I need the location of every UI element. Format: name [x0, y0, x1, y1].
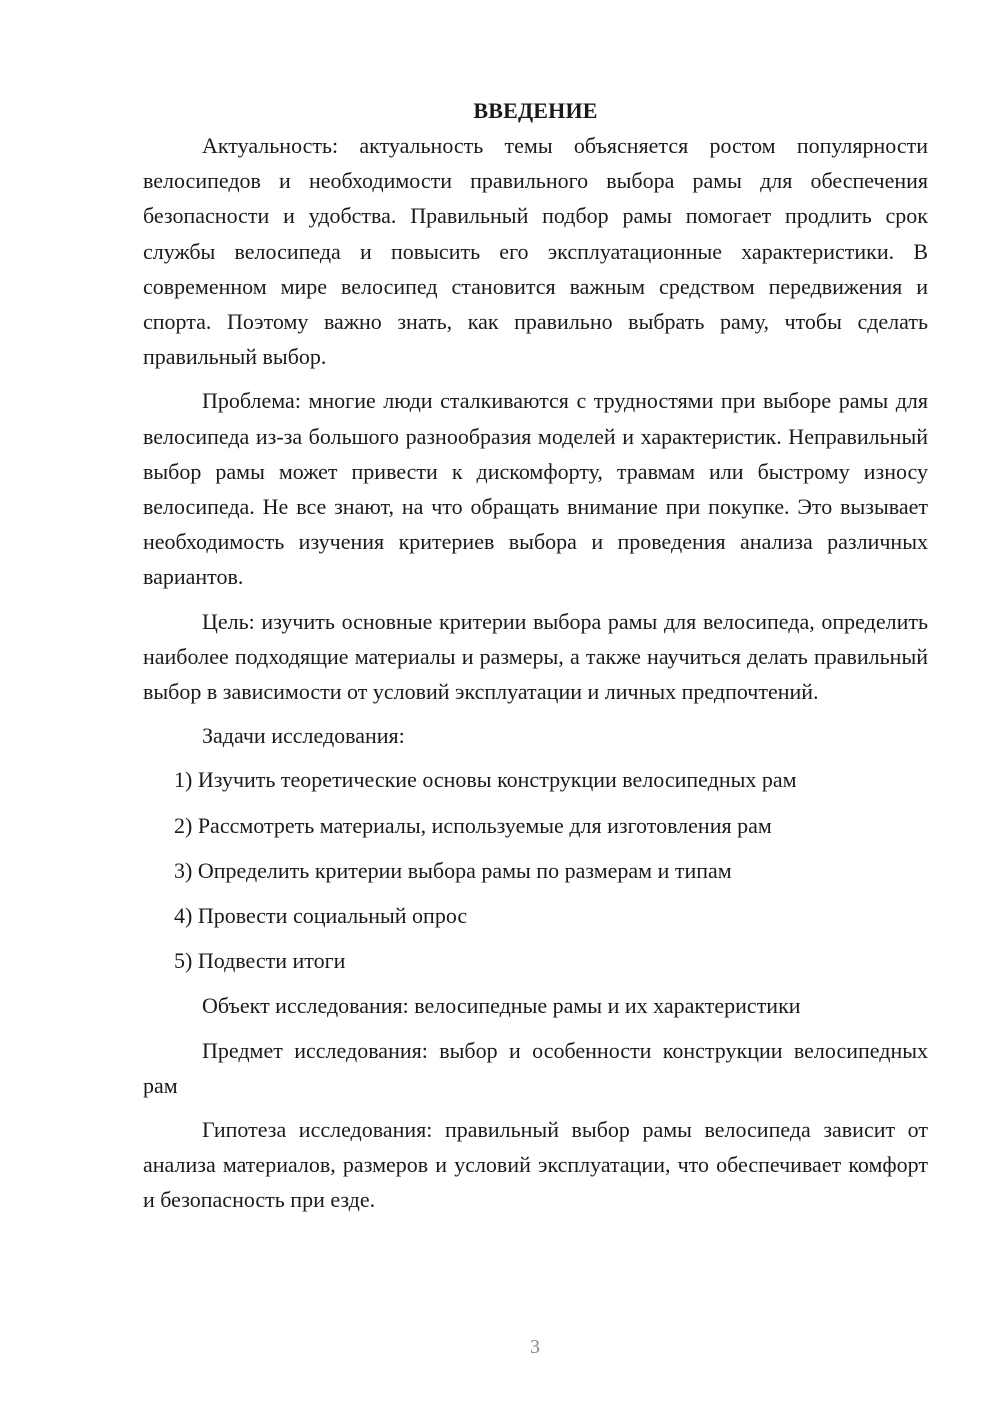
- paragraph-subject: Предмет исследования: выбор и особенности конструкции велосипедных рам: [143, 1037, 928, 1098]
- page-number: 3: [530, 1336, 540, 1358]
- list-item: 3) Определить критерии выбора рамы по размерам и типам: [174, 857, 732, 883]
- tasks-list: [143, 762, 928, 978]
- paragraph-problem: Проблема: многие люди сталкиваются с трудностями при выборе рамы для велосипеда из-за большого разнообразия моделей и характеристик. Неправильный выбор рамы может привести к дискомфорту, травмам или быстрому износу велосипеда. Не все знают, на что обращать внимание при покупке. Это вызывает необходимость изучения критериев выбора и проведения анализа различных вариантов.: [143, 388, 928, 590]
- paragraph-goal: Цель: изучить основные критерии выбора рамы для велосипеда, определить наиболее подходящие материалы и размеры, а также научиться делать правильный выбор в зависимости от условий эксплуатации и личных предпочтений.: [143, 608, 928, 705]
- list-item: 2) Рассмотреть материалы, используемые для изготовления рам: [174, 812, 772, 838]
- tasks-heading: Задачи исследования:: [202, 723, 405, 749]
- page-title: ВВЕДЕНИЕ: [473, 98, 598, 123]
- list-item: 5) Подвести итоги: [174, 948, 346, 974]
- list-item: 1) Изучить теоретические основы конструкции велосипедных рам: [174, 767, 797, 793]
- paragraph-object: Объект исследования: велосипедные рамы и их характеристики: [202, 993, 801, 1019]
- page-content: [143, 94, 928, 1218]
- list-item: 4) Провести социальный опрос: [174, 903, 468, 929]
- paragraph-hypothesis: Гипотеза исследования: правильный выбор рамы велосипеда зависит от анализа материалов, размеров и условий эксплуатации, что обеспечивает комфорт и безопасность при езде.: [143, 1117, 928, 1213]
- paragraph-relevance: Актуальность: актуальность темы объясняется ростом популярности велосипедов и необходимости правильного выбора рамы для обеспечения безопасности и удобства. Правильный подбор рамы помогает продлить срок службы велосипеда и повысить его эксплуатационные характеристики. В современном мире велосипед становится важным средством передвижения и спорта. Поэтому важно знать, как правильно выбрать раму, чтобы сделать правильный выбор.: [143, 133, 928, 370]
